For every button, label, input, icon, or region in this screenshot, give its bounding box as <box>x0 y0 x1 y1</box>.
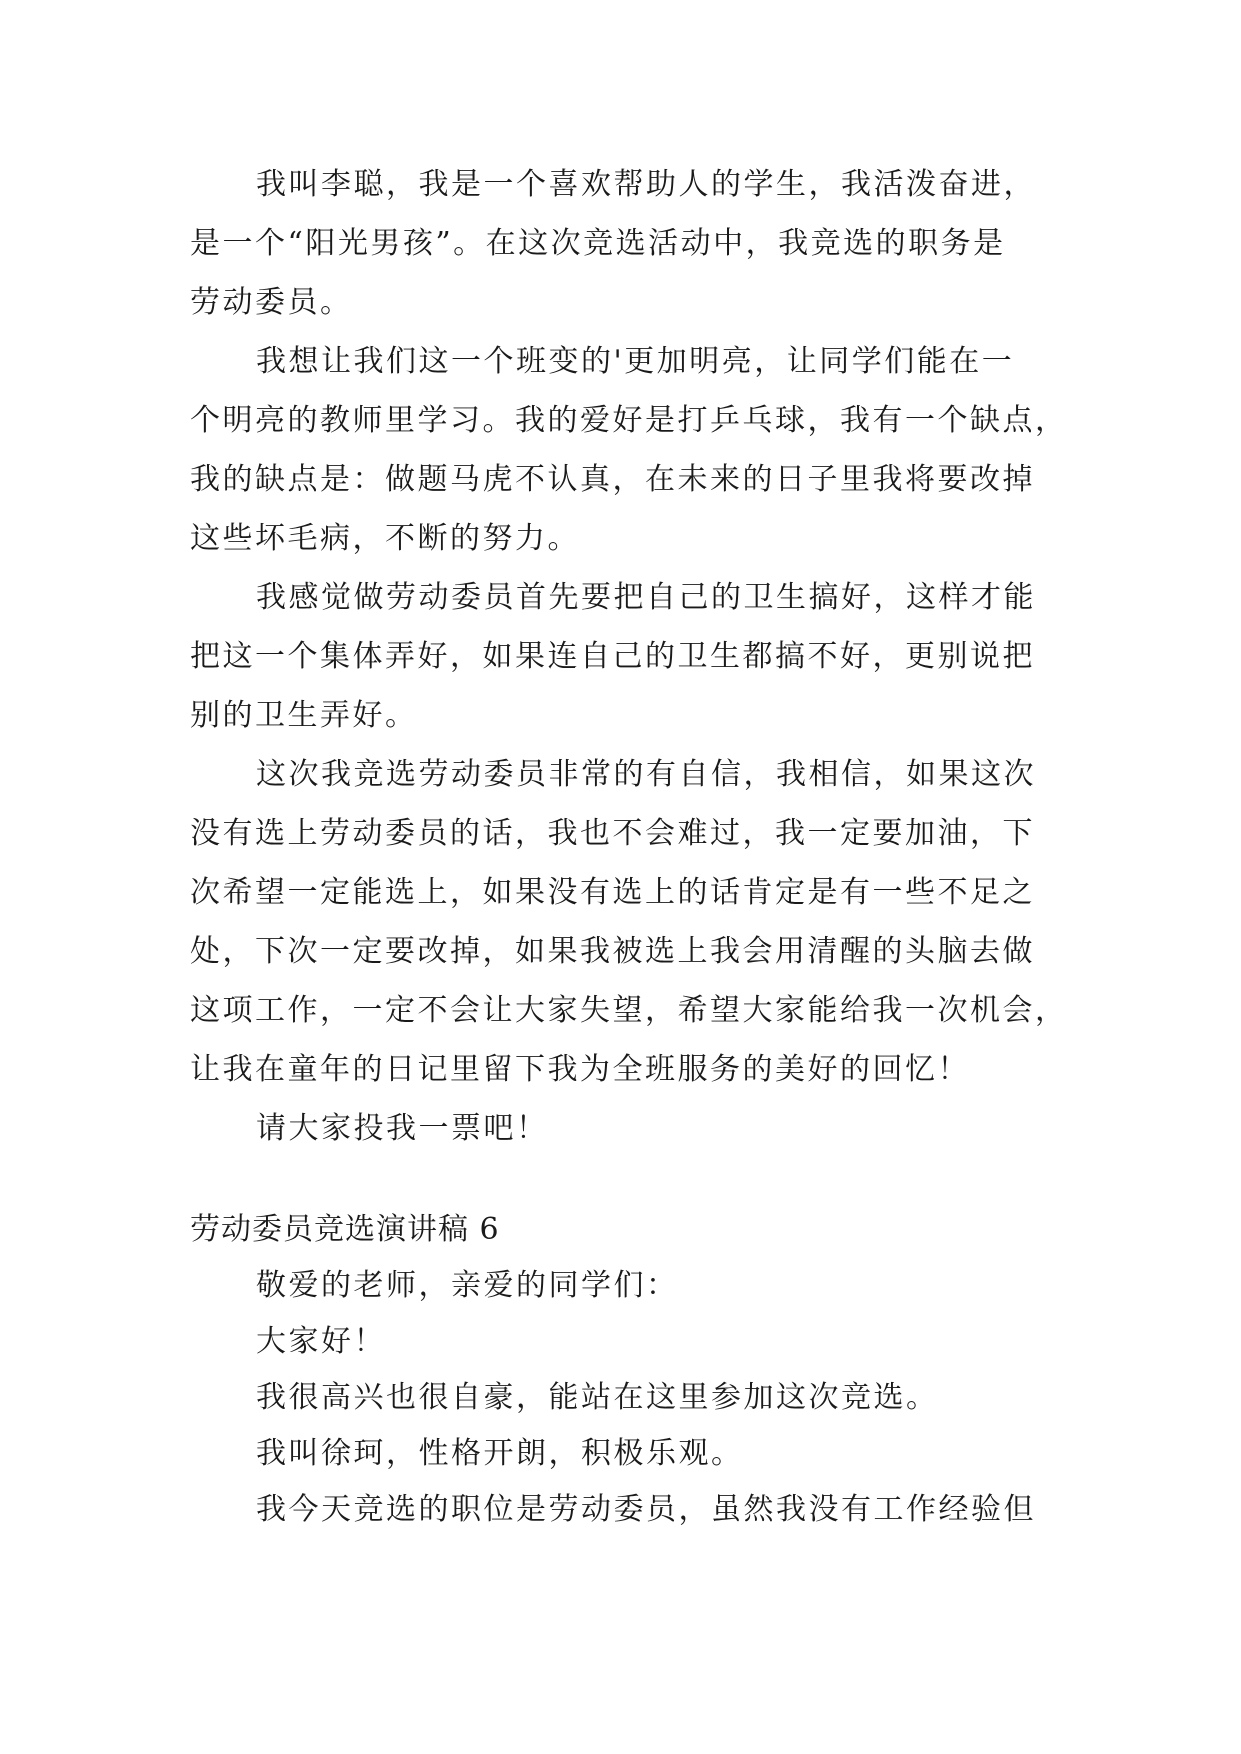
text-line: 把这一个集体弄好，如果连自己的卫生都搞不好，更别说把 <box>190 639 1035 674</box>
text-line: 处，下次一定要改掉，如果我被选上我会用清醒的头脑去做 <box>190 934 1035 969</box>
text-line: 这些坏毛病，不断的努力。 <box>190 521 580 556</box>
text-line: 我的缺点是：做题马虎不认真，在未来的日子里我将要改掉 <box>190 462 1035 497</box>
text-line: 我叫徐珂，性格开朗，积极乐观。 <box>256 1436 744 1471</box>
text-line: 大家好！ <box>256 1324 386 1359</box>
text-line: 次希望一定能选上，如果没有选上的话肯定是有一些不足之 <box>190 875 1035 910</box>
text-line: 我感觉做劳动委员首先要把自己的卫生搞好，这样才能 <box>256 580 1036 615</box>
text-line: 没有选上劳动委员的话，我也不会难过，我一定要加油，下 <box>190 816 1035 851</box>
text-line: 让我在童年的日记里留下我为全班服务的美好的回忆！ <box>190 1052 970 1087</box>
section-heading: 劳动委员竞选演讲稿 6 <box>190 1212 500 1247</box>
text-line: 是一个“阳光男孩”。在这次竞选活动中，我竞选的职务是 <box>190 226 1006 261</box>
text-line: 这次我竞选劳动委员非常的有自信，我相信，如果这次 <box>256 757 1036 792</box>
text-line: 这项工作，一定不会让大家失望，希望大家能给我一次机会， <box>190 993 1068 1028</box>
text-line: 我今天竞选的职位是劳动委员，虽然我没有工作经验但 <box>256 1492 1036 1527</box>
text-line: 敬爱的老师，亲爱的同学们： <box>256 1268 679 1303</box>
text-line: 个明亮的教师里学习。我的爱好是打乒乓球，我有一个缺点， <box>190 403 1068 438</box>
text-line: 我叫李聪，我是一个喜欢帮助人的学生，我活泼奋进， <box>256 167 1036 202</box>
text-line: 我很高兴也很自豪，能站在这里参加这次竞选。 <box>256 1380 939 1415</box>
text-line: 请大家投我一票吧！ <box>256 1111 549 1146</box>
text-line: 劳动委员。 <box>190 285 353 320</box>
text-line: 我想让我们这一个班变的'更加明亮，让同学们能在一 <box>256 344 1015 379</box>
text-line: 别的卫生弄好。 <box>190 698 418 733</box>
